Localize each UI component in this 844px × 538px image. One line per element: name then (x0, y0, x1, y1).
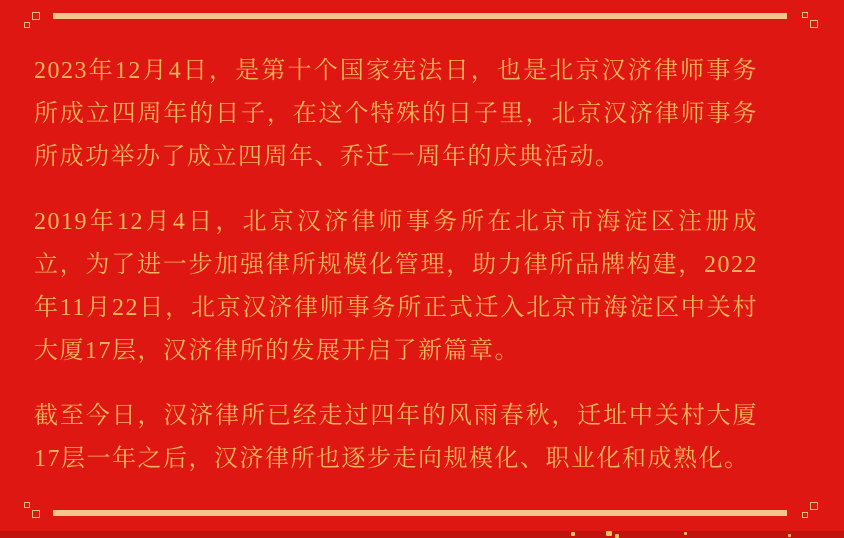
cropped-text-speck (606, 531, 612, 536)
ornament-square (24, 502, 30, 508)
paragraph-anniversary-celebration: 2023年12月4日，是第十个国家宪法日，也是北京汉济律师事务所成立四周年的日子，在这个特殊的日子里，北京汉济律师事务所成功举办了成立四周年、乔迁一周年的庆典活动。 (34, 58, 758, 170)
ornament-square (802, 12, 808, 18)
ornament-square (810, 502, 818, 510)
ornament-square (810, 20, 818, 28)
cropped-text-speck (571, 532, 575, 536)
article-text (34, 50, 758, 481)
ornament-square (32, 510, 40, 518)
ornament-square (32, 12, 40, 20)
bottom-border-line (53, 510, 787, 516)
bottom-page-strip (0, 531, 844, 538)
cropped-text-speck (788, 534, 791, 537)
cropped-text-speck (684, 532, 687, 535)
paragraph-growth-summary: 截至今日，汉济律所已经走过四年的风雨春秋，迁址中关村大厦17层一年之后，汉济律所也逐步走向规模化、职业化和成熟化。 (34, 403, 758, 472)
corner-ornament-top-right-icon (802, 12, 818, 28)
ornament-square (802, 512, 808, 518)
corner-ornament-bottom-right-icon (802, 502, 818, 518)
ornament-square (24, 22, 30, 28)
corner-ornament-top-left-icon (24, 12, 40, 28)
top-border-line (53, 13, 787, 19)
paragraph-founding-and-relocation: 2019年12月4日，北京汉济律师事务所在北京市海淀区注册成立，为了进一步加强律所规模化管理，助力律所品牌构建，2022年11月22日，北京汉济律师事务所正式迁入北京市海淀区中关村大厦17层，汉济律所的发展开启了新篇章。 (34, 209, 758, 364)
cropped-text-speck (615, 534, 619, 538)
corner-ornament-bottom-left-icon (24, 502, 40, 518)
